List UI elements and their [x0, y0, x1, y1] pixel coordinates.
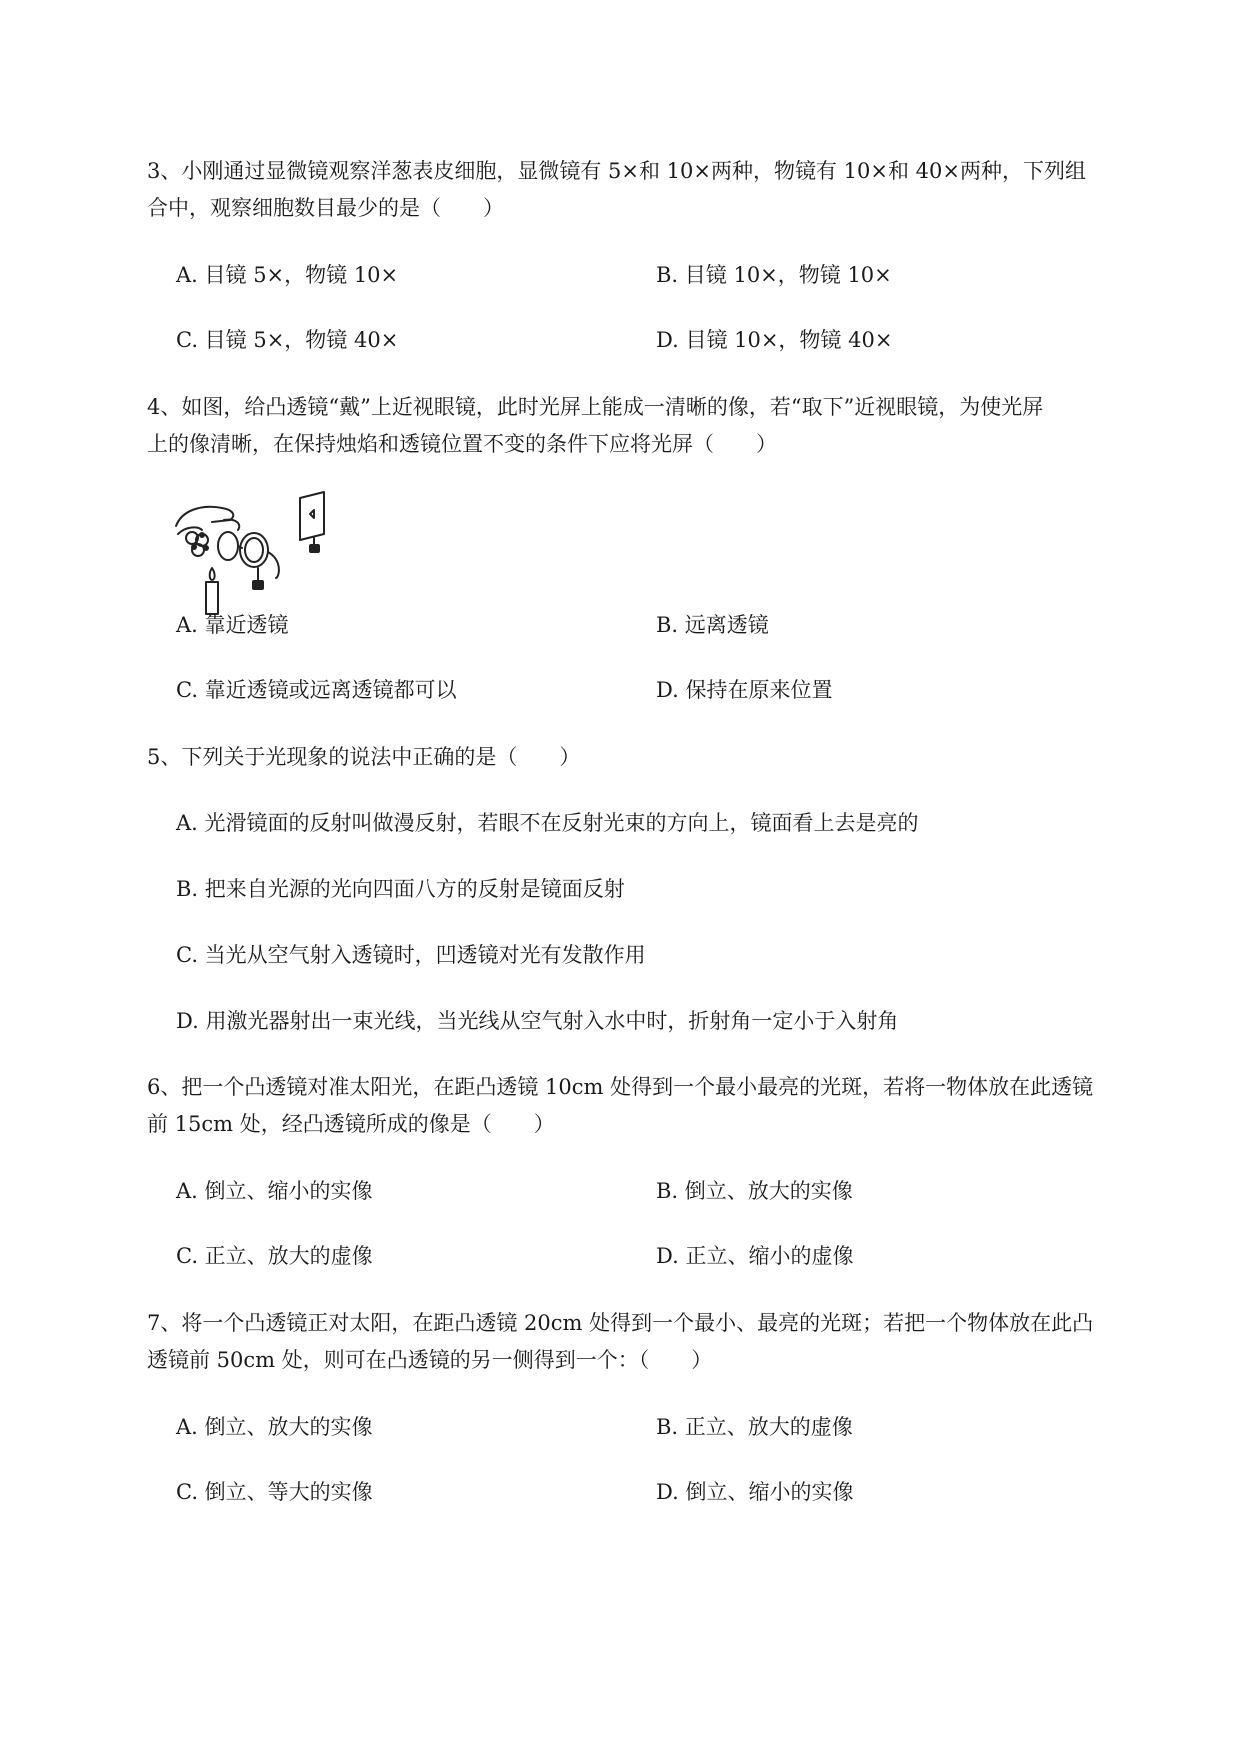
question-7-stem-line-1: 7、将一个凸透镜正对太阳，在距凸透镜 20cm 处得到一个最小、最亮的光斑；若把一个物体放在此凸	[147, 1311, 1094, 1335]
question-7-option-a: A. 倒立、放大的实像	[176, 1415, 373, 1439]
question-6-stem-line-2: 前 15cm 处，经凸透镜所成的像是（ ）	[147, 1112, 555, 1136]
question-5-stem: 5、下列关于光现象的说法中正确的是（ ）	[147, 745, 581, 769]
question-3-option-c: C. 目镜 5×，物镜 40×	[176, 328, 399, 352]
question-6-option-c: C. 正立、放大的虚像	[176, 1244, 373, 1268]
glasses-lens-left	[218, 532, 238, 560]
question-4-stem-line-1: 4、如图，给凸透镜“戴”上近视眼镜，此时光屏上能成一清晰的像，若“取下”近视眼镜，为使光屏	[147, 395, 1044, 419]
question-3-option-d: D. 目镜 10×，物镜 40×	[656, 328, 893, 352]
question-4-option-d: D. 保持在原来位置	[656, 678, 833, 702]
question-6-option-d: D. 正立、缩小的虚像	[656, 1244, 854, 1268]
question-3-option-b: B. 目镜 10×，物镜 10×	[656, 263, 892, 287]
question-5-option-d: D. 用激光器射出一束光线，当光线从空气射入水中时，折射角一定小于入射角	[176, 1009, 899, 1033]
question-5-option-a: A. 光滑镜面的反射叫做漫反射，若眼不在反射光束的方向上，镜面看上去是亮的	[176, 811, 919, 835]
question-6-option-a: A. 倒立、缩小的实像	[176, 1179, 373, 1203]
lens-experiment-figure	[172, 490, 358, 620]
question-5-option-b: B. 把来自光源的光向四面八方的反射是镜面反射	[176, 877, 625, 901]
candle-flame	[210, 568, 215, 580]
question-6-option-b: B. 倒立、放大的实像	[656, 1179, 853, 1203]
question-5-option-c: C. 当光从空气射入透镜时，凹透镜对光有发散作用	[176, 943, 646, 967]
lens-holder-base	[252, 580, 264, 590]
question-7-option-d: D. 倒立、缩小的实像	[656, 1480, 854, 1504]
question-3-option-a: A. 目镜 5×，物镜 10×	[176, 263, 399, 287]
hand-outline	[176, 507, 233, 526]
question-3-stem-line-2: 合中，观察细胞数目最少的是（ ）	[147, 196, 504, 220]
question-7-stem-line-2: 透镜前 50cm 处，则可在凸透镜的另一侧得到一个：（ ）	[147, 1348, 713, 1372]
screen-holder-base	[309, 544, 320, 553]
question-4-option-b: B. 远离透镜	[656, 613, 769, 637]
question-3-stem-line-1: 3、小刚通过显微镜观察洋葱表皮细胞，显微镜有 5×和 10×两种，物镜有 10×和 40×两种，下列组	[147, 159, 1086, 183]
question-6-stem-line-1: 6、把一个凸透镜对准太阳光，在距凸透镜 10cm 处得到一个最小最亮的光斑，若将一物体放在此透镜	[147, 1075, 1094, 1099]
question-4-option-a: A. 靠近透镜	[176, 613, 289, 637]
question-7-option-b: B. 正立、放大的虚像	[656, 1415, 853, 1439]
question-4-option-c: C. 靠近透镜或远离透镜都可以	[176, 678, 457, 702]
question-4-stem-line-2: 上的像清晰，在保持烛焰和透镜位置不变的条件下应将光屏（ ）	[147, 432, 777, 456]
question-7-option-c: C. 倒立、等大的实像	[176, 1480, 373, 1504]
